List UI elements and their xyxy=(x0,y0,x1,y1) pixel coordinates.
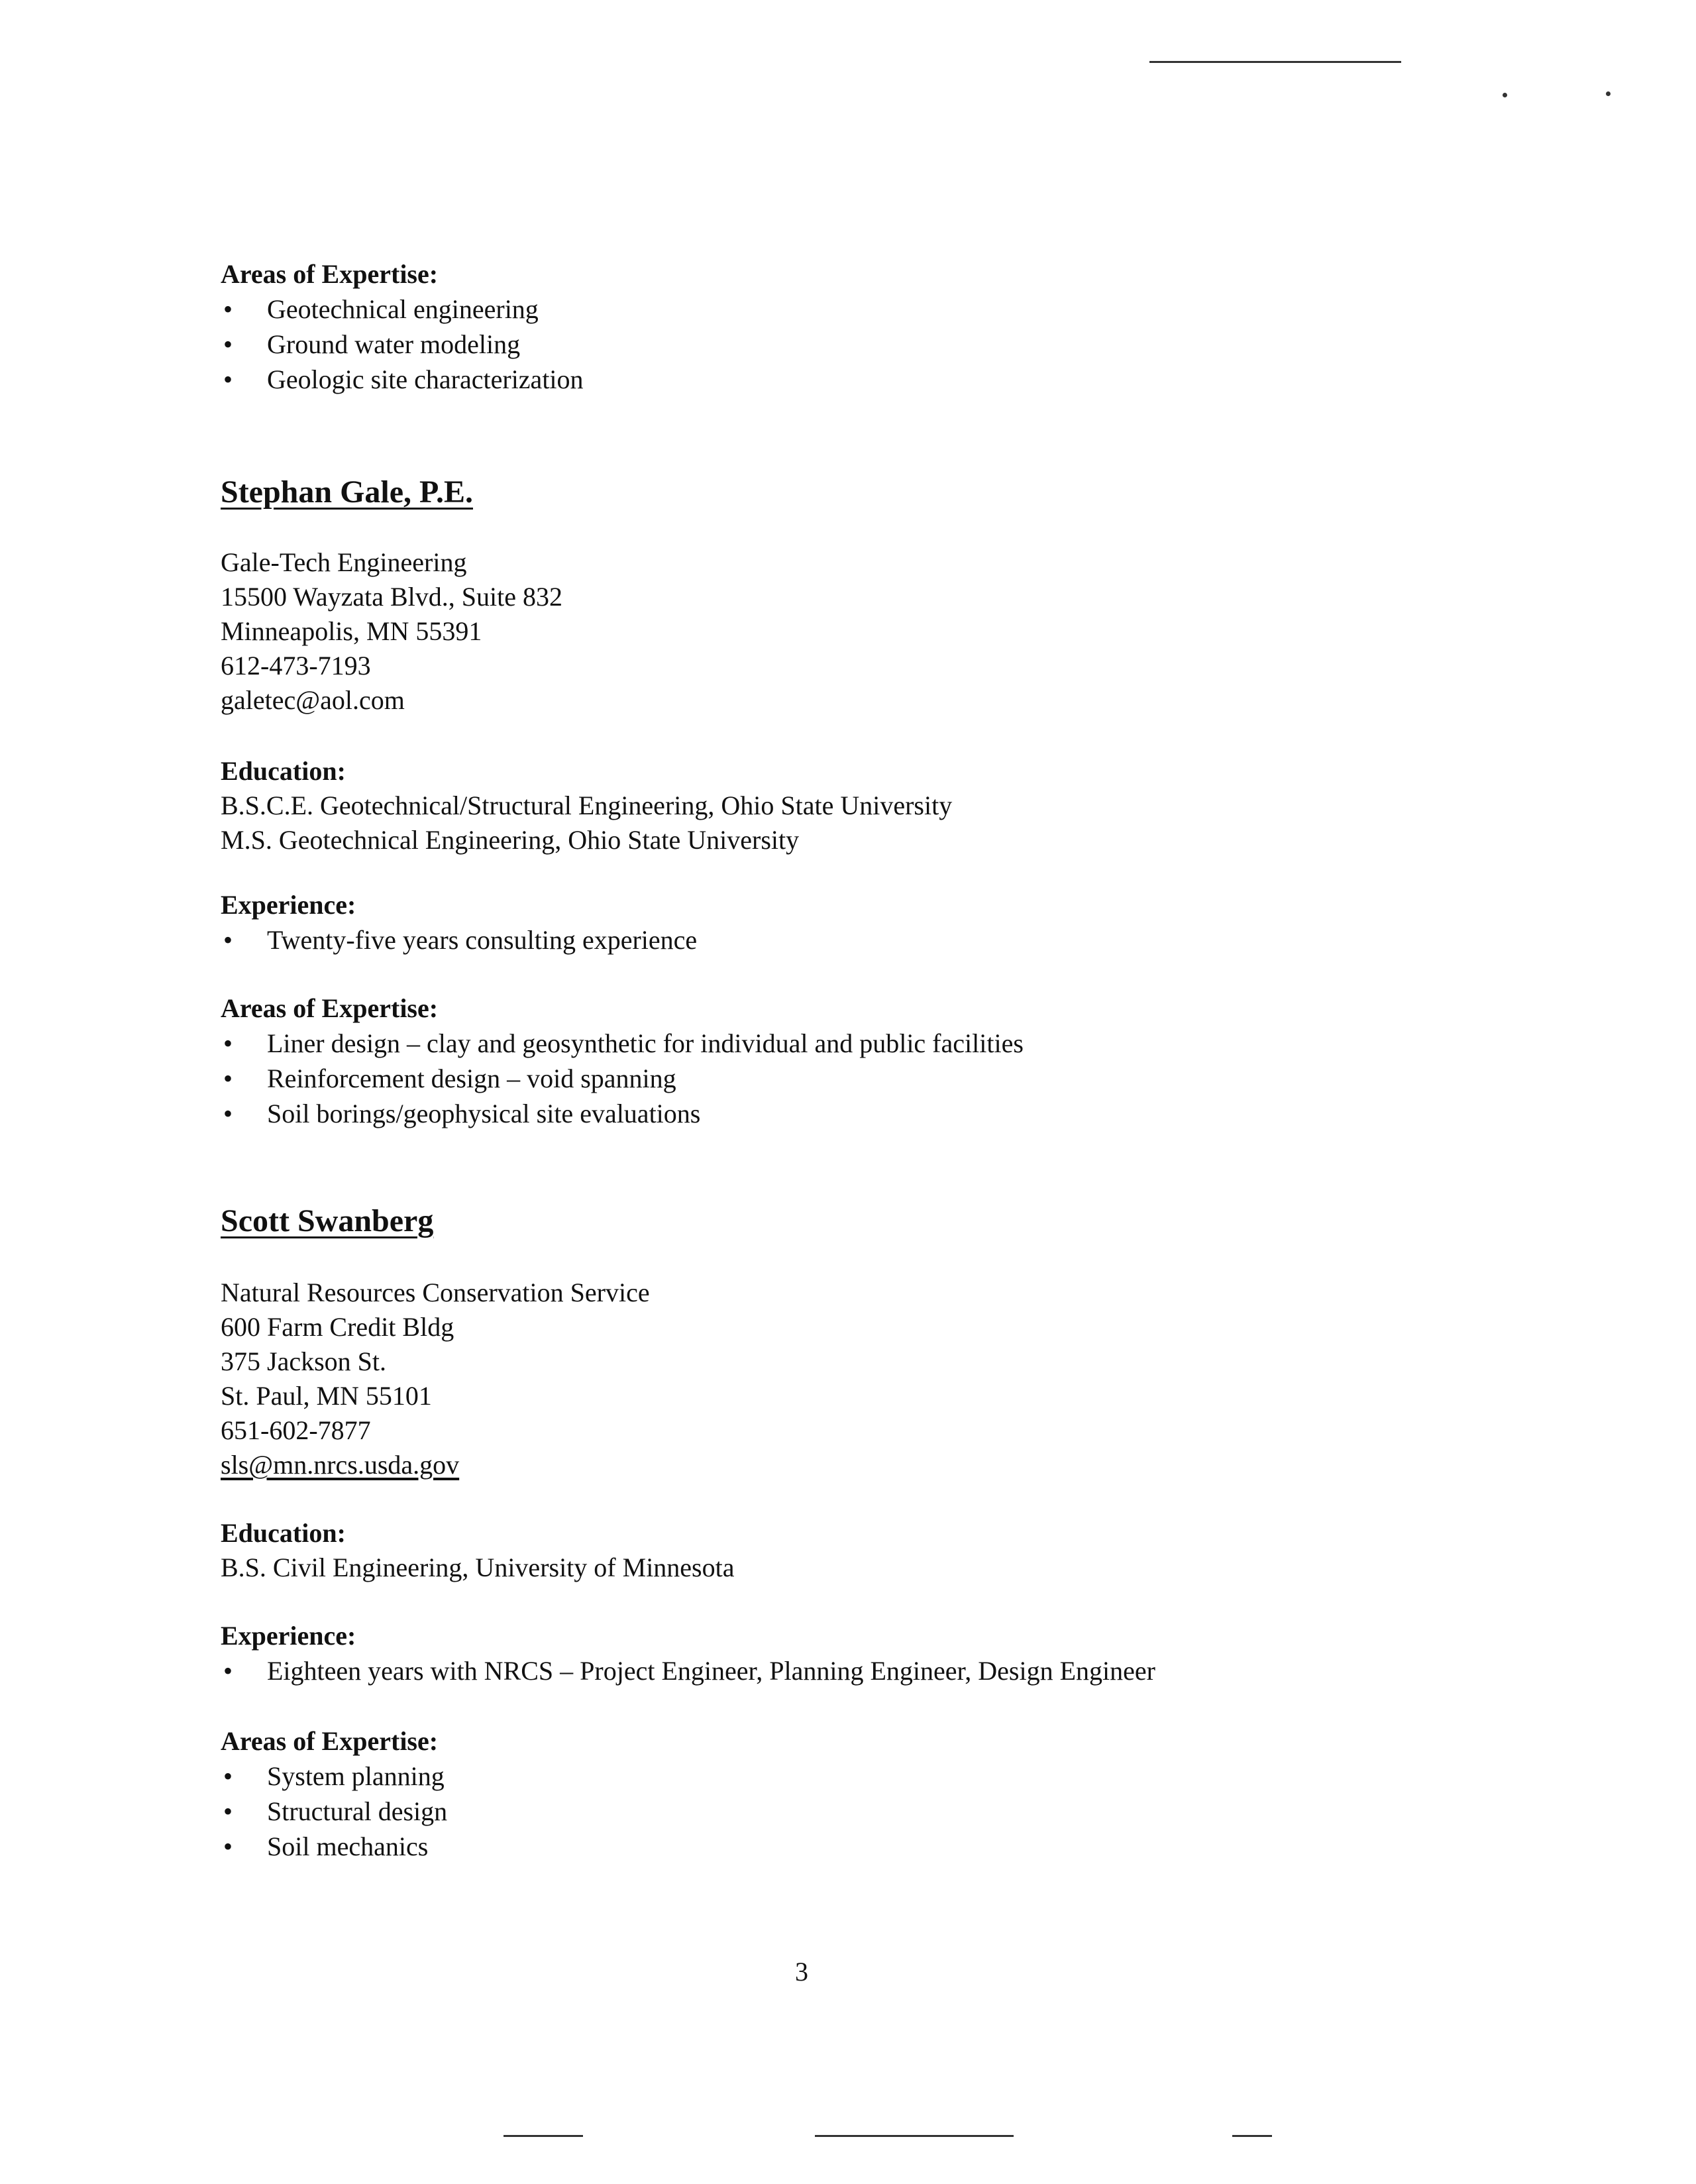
phone-number: 651-602-7877 xyxy=(221,1415,371,1445)
city-state-zip: Minneapolis, MN 55391 xyxy=(221,616,482,646)
stephan-education xyxy=(221,754,952,857)
company-name: Gale-Tech Engineering xyxy=(221,547,467,577)
expertise-list xyxy=(221,292,584,397)
city-state-zip: St. Paul, MN 55101 xyxy=(221,1381,432,1411)
stephan-address xyxy=(221,545,562,718)
expertise-heading: Areas of Expertise: xyxy=(221,993,439,1023)
email-address: galetec@aol.com xyxy=(221,685,405,715)
experience-heading: Experience: xyxy=(221,890,356,920)
stephan-experience xyxy=(221,888,697,957)
list-item: • Geotechnical engineering xyxy=(221,292,584,327)
scott-address xyxy=(221,1276,650,1482)
expertise-heading: Areas of Expertise: xyxy=(221,259,439,289)
list-item: • Reinforcement design – void spanning xyxy=(221,1061,1024,1096)
scan-artifact-line xyxy=(1149,61,1401,63)
stephan-gale-profile xyxy=(221,472,473,512)
degree: B.S. Civil Engineering, University of Minnesota xyxy=(221,1553,735,1582)
scan-artifact-dot xyxy=(1503,93,1507,97)
experience-heading: Experience: xyxy=(221,1621,356,1651)
experience-list xyxy=(221,922,697,957)
phone-number: 612-473-7193 xyxy=(221,651,371,681)
experience-list xyxy=(221,1653,1155,1688)
expertise-list xyxy=(221,1026,1024,1131)
list-item: • Structural design xyxy=(221,1794,447,1829)
list-item: • Twenty-five years consulting experience xyxy=(221,922,697,957)
list-item: • Eighteen years with NRCS – Project Engineer, Planning Engineer, Design Engineer xyxy=(221,1653,1155,1688)
person-name: Stephan Gale, P.E. xyxy=(221,474,473,510)
expertise-heading: Areas of Expertise: xyxy=(221,1726,439,1756)
stephan-expertise xyxy=(221,991,1024,1131)
list-item: • Geologic site characterization xyxy=(221,362,584,397)
email-link[interactable]: sls@mn.nrcs.usda.gov xyxy=(221,1450,460,1480)
degree: M.S. Geotechnical Engineering, Ohio State University xyxy=(221,825,800,855)
scott-education xyxy=(221,1516,735,1585)
street-address: 15500 Wayzata Blvd., Suite 832 xyxy=(221,582,562,612)
education-heading: Education: xyxy=(221,1518,346,1548)
street-address: 375 Jackson St. xyxy=(221,1346,386,1376)
scott-expertise xyxy=(221,1724,447,1864)
building-address: 600 Farm Credit Bldg xyxy=(221,1312,454,1342)
scan-artifact-line xyxy=(815,2135,1014,2137)
page-number: 3 xyxy=(795,1957,808,1987)
education-heading: Education: xyxy=(221,756,346,786)
list-item: • Soil borings/geophysical site evaluations xyxy=(221,1096,1024,1131)
top-expertise-section xyxy=(221,257,584,397)
person-name: Scott Swanberg xyxy=(221,1203,434,1238)
list-item: • System planning xyxy=(221,1759,447,1794)
scan-artifact-line xyxy=(504,2135,583,2137)
list-item: • Ground water modeling xyxy=(221,327,584,362)
scott-swanberg-profile xyxy=(221,1201,433,1241)
expertise-list xyxy=(221,1759,447,1864)
list-item: • Liner design – clay and geosynthetic for individual and public facilities xyxy=(221,1026,1024,1061)
list-item: • Soil mechanics xyxy=(221,1829,447,1864)
scan-artifact-dot xyxy=(1606,91,1611,96)
scott-experience xyxy=(221,1619,1155,1688)
organization-name: Natural Resources Conservation Service xyxy=(221,1278,650,1307)
scan-artifact-line xyxy=(1232,2135,1272,2137)
degree: B.S.C.E. Geotechnical/Structural Engineering, Ohio State University xyxy=(221,791,953,820)
